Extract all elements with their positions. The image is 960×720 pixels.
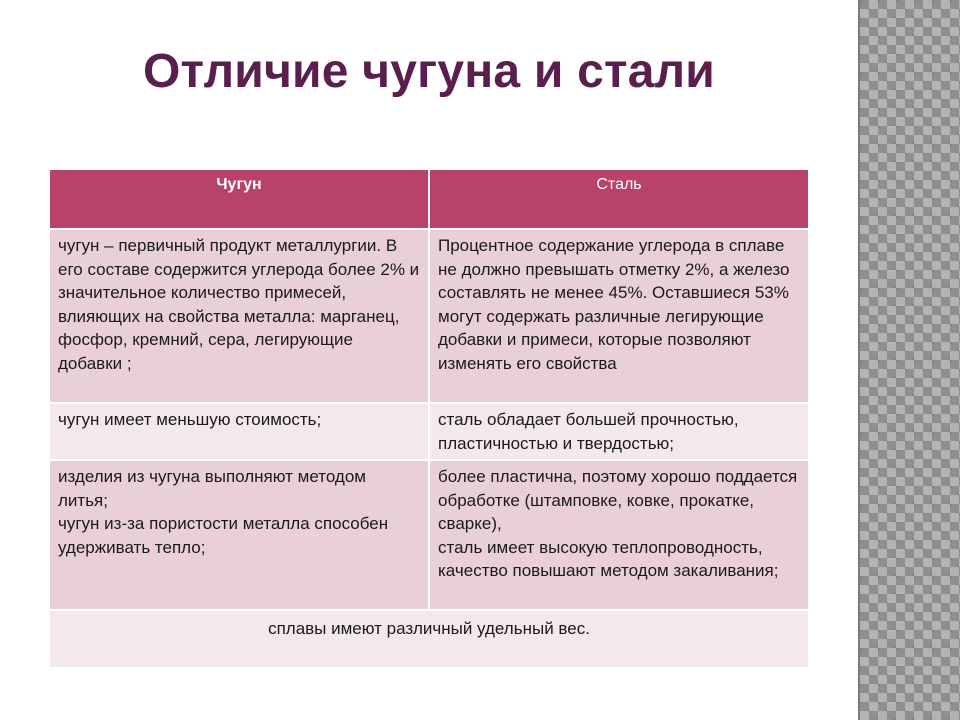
footer-cell: сплавы имеют различный удельный вес. [50, 611, 808, 667]
table-row [50, 230, 808, 402]
table-footer-row [50, 611, 808, 667]
cell-steel: более пластична, поэтому хорошо поддается обработке (штамповке, ковке, прокатке, сварке), сталь имеет высокую теплопроводность, качество повышают методом закаливания; [430, 461, 808, 609]
table-row [50, 461, 808, 609]
decorative-side-pattern [858, 0, 960, 720]
header-steel: Сталь [430, 170, 808, 228]
header-cast-iron: Чугун [50, 170, 428, 228]
cell-cast-iron: изделия из чугуна выполняют методом литья; чугун из-за пористости металла способен удерживать тепло; [50, 461, 428, 609]
cell-steel: Процентное содержание углерода в сплаве не должно превышать отметку 2%, а железо составлять не менее 45%. Оставшиеся 53% могут содержать различные легирующие добавки и примеси, которые позволяют изменять его свойства [430, 230, 808, 402]
table-header-row [50, 170, 808, 228]
cell-steel: сталь обладает большей прочностью, пластичностью и твердостью; [430, 404, 808, 459]
cell-cast-iron: чугун имеет меньшую стоимость; [50, 404, 428, 459]
comparison-table [48, 168, 810, 669]
cell-cast-iron: чугун – первичный продукт металлургии. В его составе содержится углерода более 2% и значительное количество примесей, влияющих на свойства металла: марганец, фосфор, кремний, сера, легирующие добавки ; [50, 230, 428, 402]
table-row [50, 404, 808, 459]
slide-title-text: Отличие чугуна и стали [142, 45, 716, 98]
slide-title [0, 44, 858, 99]
